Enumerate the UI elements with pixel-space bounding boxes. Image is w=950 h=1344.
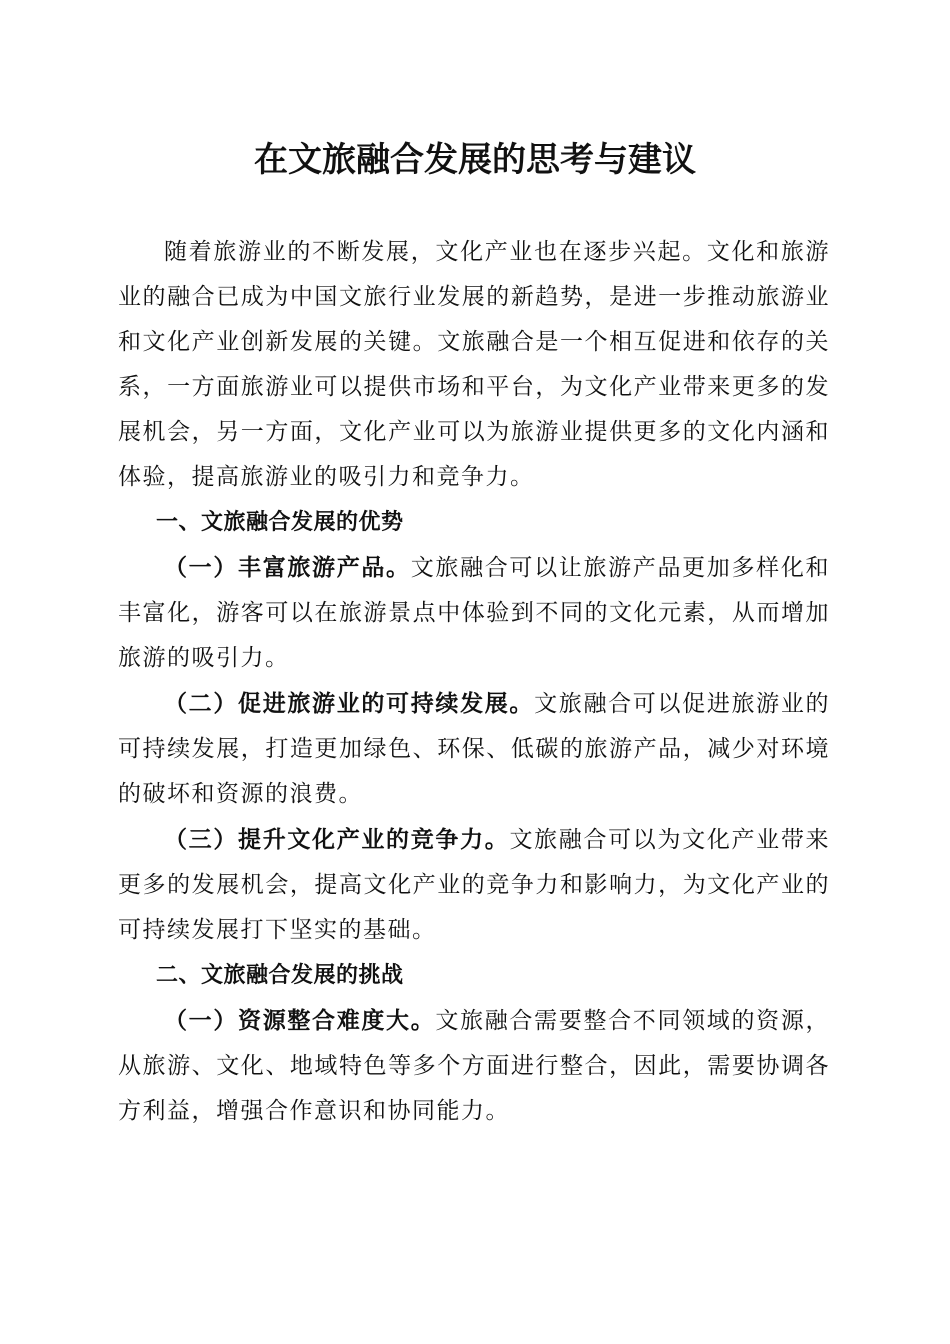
- document-body: [118, 230, 830, 1134]
- challenge-item-1: [118, 998, 830, 1134]
- challenge-item-1-label: （一）资源整合难度大。: [164, 1007, 436, 1034]
- advantage-item-2: [118, 681, 830, 817]
- challenge-item-1-text: 文旅融合需要整合不同领域的资源，从旅游、文化、地域特色等多个方面进行整合，因此，需要协调各方利益，增强合作意识和协同能力。: [118, 1008, 831, 1124]
- advantage-item-3-text: 文旅融合可以为文化产业带来更多的发展机会，提高文化产业的竞争力和影响力，为文化产业的可持续发展打下坚实的基础。: [118, 827, 831, 943]
- advantage-item-1-label: （一）丰富旅游产品。: [164, 554, 411, 581]
- advantage-item-3: [118, 817, 830, 953]
- intro-paragraph: 随着旅游业的不断发展，文化产业也在逐步兴起。文化和旅游业的融合已成为中国文旅行业发展的新趋势，是进一步推动旅游业和文化产业创新发展的关键。文旅融合是一个相互促进和依存的关系，一方面旅游业可以提供市场和平台，为文化产业带来更多的发展机会，另一方面，文化产业可以为旅游业提供更多的文化内涵和体验，提高旅游业的吸引力和竞争力。: [118, 239, 830, 490]
- document-title: 在文旅融合发展的思考与建议: [254, 140, 696, 180]
- advantage-item-2-text: 文旅融合可以促进旅游业的可持续发展，打造更加绿色、环保、低碳的旅游产品，减少对环境的破坏和资源的浪费。: [118, 691, 831, 807]
- advantage-item-1-text: 文旅融合可以让旅游产品更加多样化和丰富化，游客可以在旅游景点中体验到不同的文化元素，从而增加旅游的吸引力。: [118, 555, 831, 671]
- advantage-item-2-label: （二）促进旅游业的可持续发展。: [164, 690, 535, 717]
- section-heading-advantages: 一、文旅融合发展的优势: [156, 510, 404, 535]
- advantage-item-3-label: （三）提升文化产业的竞争力。: [164, 826, 510, 853]
- section-heading-challenges: 二、文旅融合发展的挑战: [156, 963, 404, 988]
- advantage-item-1: [118, 545, 830, 681]
